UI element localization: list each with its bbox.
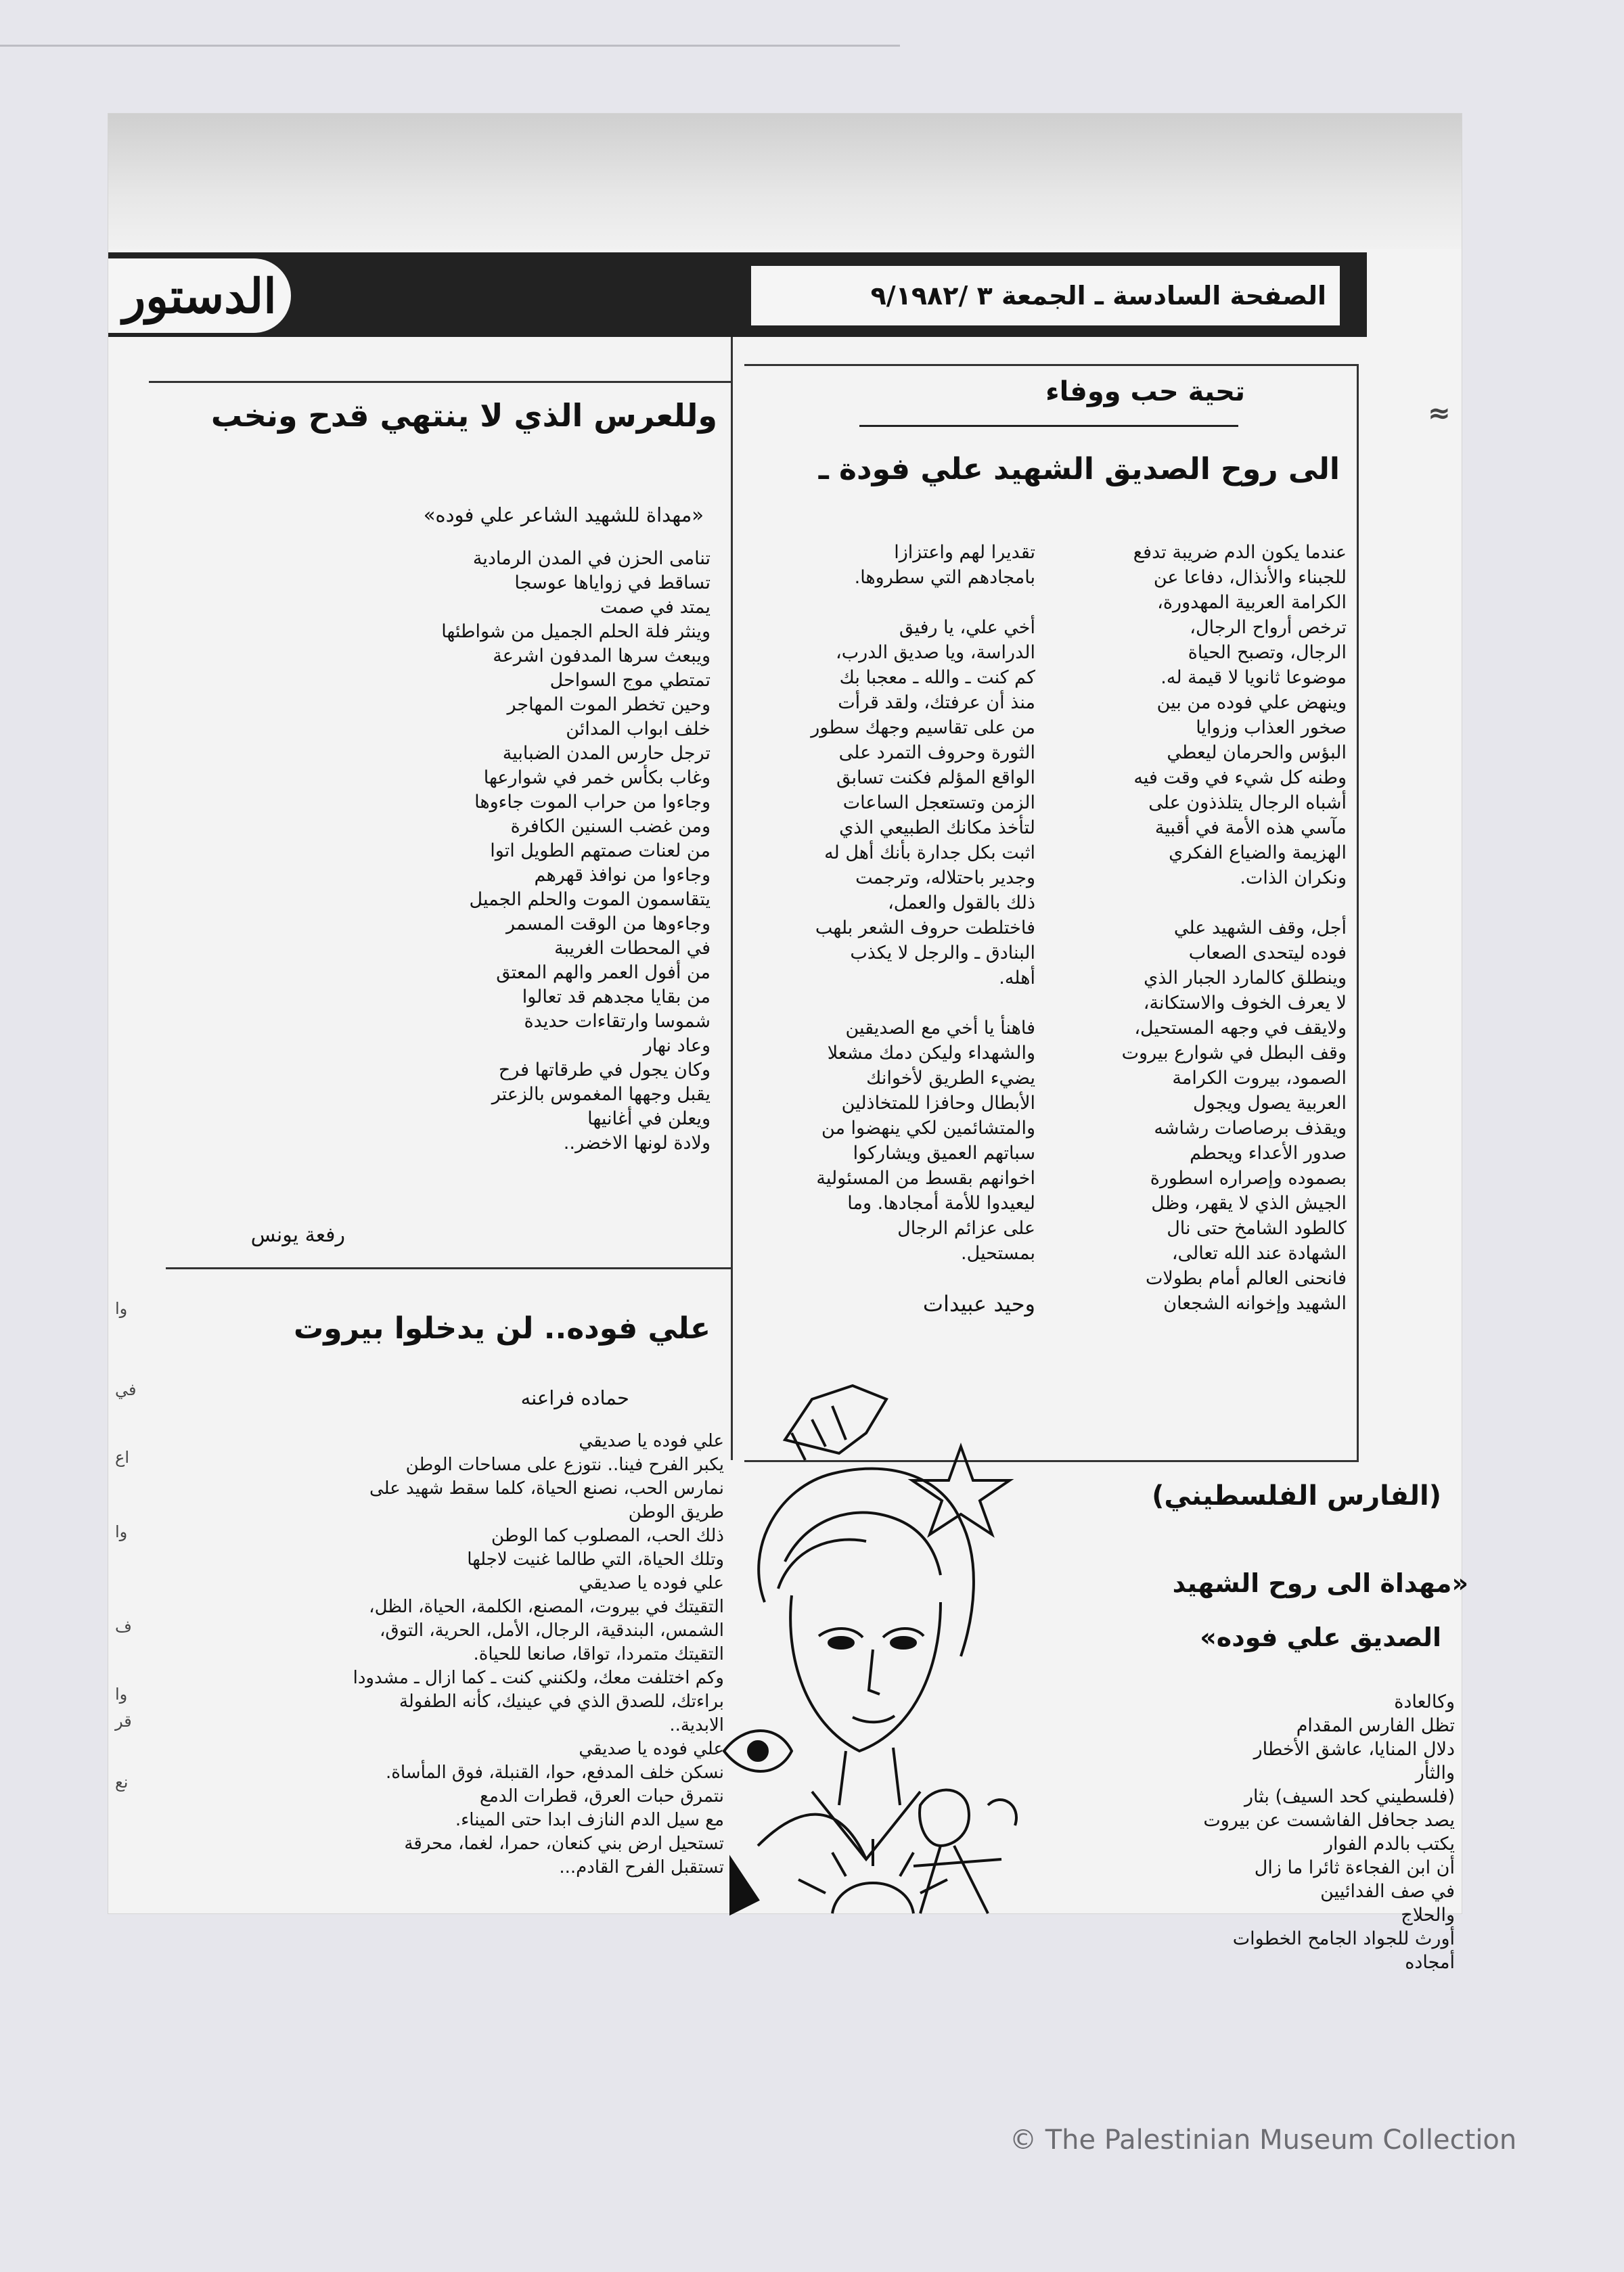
poem-line: وجاءوا من حراب الموت جاءوها bbox=[474, 792, 710, 813]
poem-line: وتلك الحياة، التي طالما غنيت لاجلها bbox=[467, 1549, 724, 1570]
poem-line: يكبر الفرح فينا.. نتوزع على مساحات الوطن bbox=[405, 1455, 724, 1475]
collection-watermark: © The Palestinian Museum Collection bbox=[1010, 2125, 1517, 2156]
article-column-2: تقديرا لهم واعتزازا بامجادهم التي سطروها. أخي علي، يا رفيق الدراسة، ويا صديق الدرب، كم كنت ـ والله ـ معجبا بك منذ أن عرفتك، ولقد قرأت من على تقاسيم وجهك سطور الثورة وحروف التمرد على الواقع المؤلم فكنت تسابق الزمن وتستعجل الساعات لتأخذ مكانك الطبيعي الذي اثبت بكل جدارة بأنك أهل له وجدير باحتلاله، وترجمت ذلك بالقول والعمل، فاختلطت حروف الشعر بلهب البنادق ـ والرجل لا يكذب أهله. فاهنأ يا أخي مع الصديقين والشهداء وليكن دمك مشعلا يضيء الطريق لأخوانك الأبطال وحافزا للمتخاذلين والمتشائمين لكي ينهضوا من سباتهم العميق ويشاركوا اخوانهم بقسط من المسئولية ليعيدوا للأمة أمجادها. وما على عزائم الرجال بمستحيل. bbox=[811, 542, 1035, 1264]
poem-line: من بقايا مجدهم قد تعالوا bbox=[522, 986, 710, 1007]
poem-line: يمتد في صمت bbox=[600, 597, 710, 618]
poem-line: وغاب بكأس خمر في شوارعها bbox=[483, 767, 710, 788]
newspaper-logo: الدستور bbox=[108, 256, 294, 336]
poem-line: من أفول العمر والهم المعتق bbox=[496, 962, 710, 983]
article-kicker: تحية حب ووفاء bbox=[1045, 376, 1245, 407]
poem-line: نتمرق حبات العرق، قطرات الدمع bbox=[480, 1786, 724, 1807]
poem-line: في المحطات الغريبة bbox=[554, 938, 710, 959]
poem-line: علي فوده يا صديقي bbox=[579, 1573, 724, 1593]
poem2-author: حماده فراعنه bbox=[520, 1386, 629, 1409]
poem2-title: علي فوده.. لن يدخلوا بيروت bbox=[294, 1311, 710, 1346]
poem-line: أورث للجواد الجامح الخطوات bbox=[1232, 1928, 1455, 1949]
poem-line: دلال المنايا، عاشق الأخطار bbox=[1253, 1739, 1455, 1760]
column-divider bbox=[731, 337, 733, 1460]
poem-line: التقيتك في بيروت، المصنع، الكلمة، الحياة، الظل، bbox=[369, 1597, 724, 1617]
side-fragment: اع bbox=[115, 1448, 129, 1467]
poem-line: تستحيل ارض بني كنعان، حمرا، لغما، محرقة bbox=[404, 1834, 724, 1854]
poem-line: أن ابن الفجاءة ثائرا ما زال bbox=[1254, 1857, 1455, 1878]
poem-line: تمتطي موج السواحل bbox=[549, 670, 710, 691]
side-fragment: في bbox=[115, 1380, 137, 1399]
poem-line: والحلاج bbox=[1401, 1905, 1455, 1926]
poem-line: وينثر فلة الحلم الجميل من شواطئها bbox=[441, 621, 710, 642]
side-fragment: وا bbox=[115, 1685, 128, 1704]
poem-line: وكم اختلفت معك، ولكنني كنت ـ كما ازال ـ مشدودا bbox=[353, 1668, 724, 1688]
article-title: الى روح الصديق الشهيد علي فودة ـ bbox=[818, 452, 1340, 486]
poem-line: وكان يجول في طرقاتها فرح bbox=[498, 1060, 710, 1081]
poem-line: وحين تخطر الموت المهاجر bbox=[507, 694, 710, 715]
poem-body bbox=[284, 547, 710, 1156]
poem-line: نمارس الحب، نصنع الحياة، كلما سقط شهيد على bbox=[369, 1478, 724, 1499]
poem-dedication: «مهداة للشهيد الشاعر علي فوده» bbox=[423, 503, 704, 526]
poem-line: في صف الفدائيين bbox=[1320, 1881, 1455, 1902]
side-fragment: قر bbox=[115, 1712, 132, 1731]
poem-line: شموسا وارتقاءات حديدة bbox=[524, 1011, 710, 1032]
article-author: وحيد عبيدات bbox=[922, 1291, 1035, 1317]
newspaper-clipping bbox=[108, 114, 1468, 1973]
side-fragment: ≈ bbox=[1428, 398, 1451, 429]
poem-line: ويعلن في أغانيها bbox=[587, 1108, 710, 1129]
poem-line: وعاد نهار bbox=[643, 1035, 710, 1056]
poem3-body bbox=[1035, 1690, 1455, 1974]
poem-title: وللعرس الذي لا ينتهي قدح ونخب bbox=[210, 397, 717, 434]
poem-line: يتقاسمون الموت والحلم الجميل bbox=[469, 889, 710, 910]
poem-line: الشمس، البندقية، الرجال، الأمل، الحرية، التوق، bbox=[380, 1620, 724, 1641]
poem-line: والثأر bbox=[1415, 1763, 1455, 1783]
poem-line: وجاءوها من الوقت المسمر bbox=[506, 913, 710, 934]
right-article-top bbox=[744, 364, 1357, 366]
side-fragment: وا bbox=[115, 1299, 128, 1318]
poem3-title: (الفارس الفلسطيني) bbox=[1152, 1480, 1441, 1512]
poem-line: ومن غضب السنين الكافرة bbox=[510, 816, 710, 837]
poem-line: يصد جحافل الفاشست عن بيروت bbox=[1203, 1810, 1455, 1831]
portrait-illustration bbox=[717, 1372, 1042, 1927]
poem-line: أمجاده bbox=[1405, 1952, 1455, 1973]
poem-line: علي فوده يا صديقي bbox=[579, 1431, 724, 1451]
poem-author: رفعة يونس bbox=[250, 1223, 345, 1247]
poem-line: خلف ابواب المدائن bbox=[566, 719, 710, 740]
top-divider bbox=[0, 45, 900, 47]
side-fragment: وا bbox=[115, 1522, 128, 1541]
side-fragment: نع bbox=[115, 1773, 129, 1792]
poem-line: مع سيل الدم النازف ابدا حتى الميناء. bbox=[455, 1810, 724, 1830]
poem-line: التقيتك متمردا، تواقا، صانعا للحياة. bbox=[473, 1644, 724, 1664]
poem-line: يقبل وجهها المغموس بالزعتر bbox=[491, 1084, 710, 1105]
poem-line: (فلسطيني كحد السيف) بثار bbox=[1244, 1786, 1455, 1807]
poem-line: تستقبل الفرح القادم... bbox=[559, 1857, 724, 1878]
side-fragment: ف bbox=[115, 1617, 132, 1636]
poem-line: ويبعث سرها المدفون اشرعة bbox=[493, 645, 710, 666]
article-column-1: عندما يكون الدم ضريبة تدفع للجبناء والأنذال، دفاعا عن الكرامة العربية المهدورة، ترخص أرواح الرجال، الرجال، وتصبح الحياة موضوعا ثانويا لا قيمة له. وينهض علي فوده من بين صخور العذاب وزوايا البؤس والحرمان ليعطي وطنه كل شيء في وقت فيه أشباه الرجال يتلذذون على مآسي هذه الأمة في أقبية الهزيمة والضياع الفكري ونكران الذات. أجل، وقف الشهيد علي فوده ليتحدى الصعاب وينطلق كالمارد الجبار الذي لا يعرف الخوف والاستكانة، ولايقف في وجهه المستحيل، وقف البطل في شوارع بيروت الصمود، بيروت الكرامة العربية يصول ويجول ويقذف برصاصات رشاشه صدور الأعداء ويحطم بصموده وإصراره اسطورة الجيش الذي لا يقهر، وظل كالطود الشامخ حتى نال الشهادة عند الله تعالى، فانحنى العالم أمام بطولات الشهيد وإخوانه الشجعان bbox=[1121, 542, 1347, 1314]
dateline: الصفحة السادسة ـ الجمعة ٣ /٩/١٩٨٢ bbox=[751, 266, 1340, 325]
poem-line: تظل الفارس المقدام bbox=[1296, 1715, 1455, 1736]
scan-shadow bbox=[108, 114, 1462, 249]
poem-line: ترجل حارس المدن الضبابية bbox=[502, 743, 710, 764]
poem-line: تنامى الحزن في المدن الرمادية bbox=[472, 548, 710, 569]
left-article-bottom bbox=[166, 1267, 731, 1269]
poem-line: علي فوده يا صديقي bbox=[579, 1739, 724, 1759]
poem-line: ذلك الحب، المصلوب كما الوطن bbox=[491, 1526, 724, 1546]
poem-line: تساقط في زواياها عوسجا bbox=[514, 572, 710, 593]
poem-line: ولادة لونها الاخضر.. bbox=[563, 1133, 710, 1154]
poem2-body bbox=[183, 1430, 724, 1880]
poem-line: الابدية.. bbox=[669, 1715, 724, 1735]
poem3-dedication-1: «مهداة الى روح الشهيد bbox=[1172, 1568, 1468, 1598]
poem-line: طريق الوطن bbox=[628, 1502, 724, 1522]
poem3-dedication-2: الصديق علي فوده» bbox=[1200, 1622, 1441, 1652]
poem-line: وجاءوا من نوافذ قهرهم bbox=[534, 865, 710, 886]
poem-line: نسكن خلف المدفع، حوا، القنبلة، فوق المأساة. bbox=[385, 1763, 724, 1783]
left-article-top bbox=[149, 381, 731, 383]
poem-line: يكتب بالدم الفوار bbox=[1324, 1834, 1455, 1855]
poem-line: من لعنات صمتهم الطويل اتوا bbox=[490, 840, 710, 861]
poem-line: وكالعادة bbox=[1394, 1691, 1455, 1712]
right-frame bbox=[1357, 364, 1359, 1460]
kicker-rule bbox=[859, 425, 1238, 427]
poem-line: براءتك، للصدق الذي في عينيك، كأنه الطفولة bbox=[399, 1691, 724, 1712]
